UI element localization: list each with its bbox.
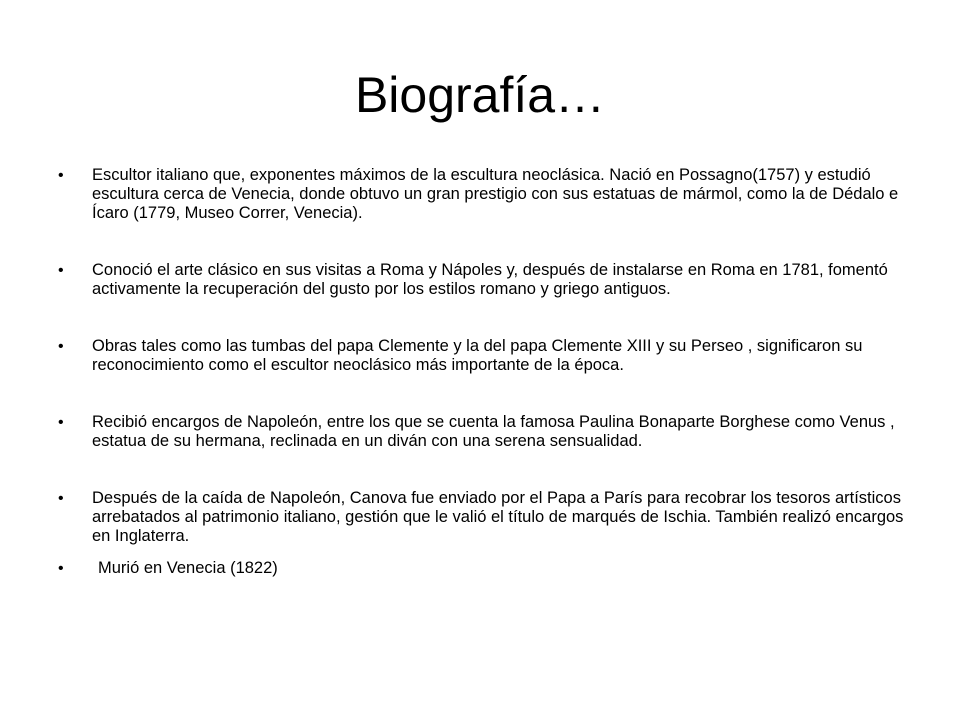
bullet-item: • Después de la caída de Napoleón, Canova fue enviado por el Papa a París para recobrar los tesoros artísticos arrebatados al patrimonio italiano, gestión que le valió el título de marqués de Ischia. También realizó encargos en Inglaterra. bbox=[92, 489, 922, 546]
bullet-item: • Conoció el arte clásico en sus visitas a Roma y Nápoles y, después de instalarse en Roma en 1781, fomentó activamente la recuperación del gusto por los estilos romano y griego antiguos. bbox=[92, 261, 922, 299]
bullet-item: • Murió en Venecia (1822) bbox=[92, 559, 922, 578]
bullet-item: • Escultor italiano que, exponentes máximos de la escultura neoclásica. Nació en Possagno(1757) y estudió escultura cerca de Venecia, donde obtuvo un gran prestigio con sus estatuas de mármol, como la de Dédalo e Ícaro (1779, Museo Correr, Venecia). bbox=[92, 166, 922, 223]
bullet-item: • Recibió encargos de Napoleón, entre los que se cuenta la famosa Paulina Bonaparte Borghese como Venus , estatua de su hermana, reclinada en un diván con una serena sensualidad. bbox=[92, 413, 922, 451]
bullet-list bbox=[92, 166, 922, 578]
slide-title: Biografía… bbox=[354, 67, 606, 123]
bullet-item: • Obras tales como las tumbas del papa Clemente y la del papa Clemente XIII y su Perseo , significaron su reconocimiento como el escultor neoclásico más importante de la época. bbox=[92, 337, 922, 375]
